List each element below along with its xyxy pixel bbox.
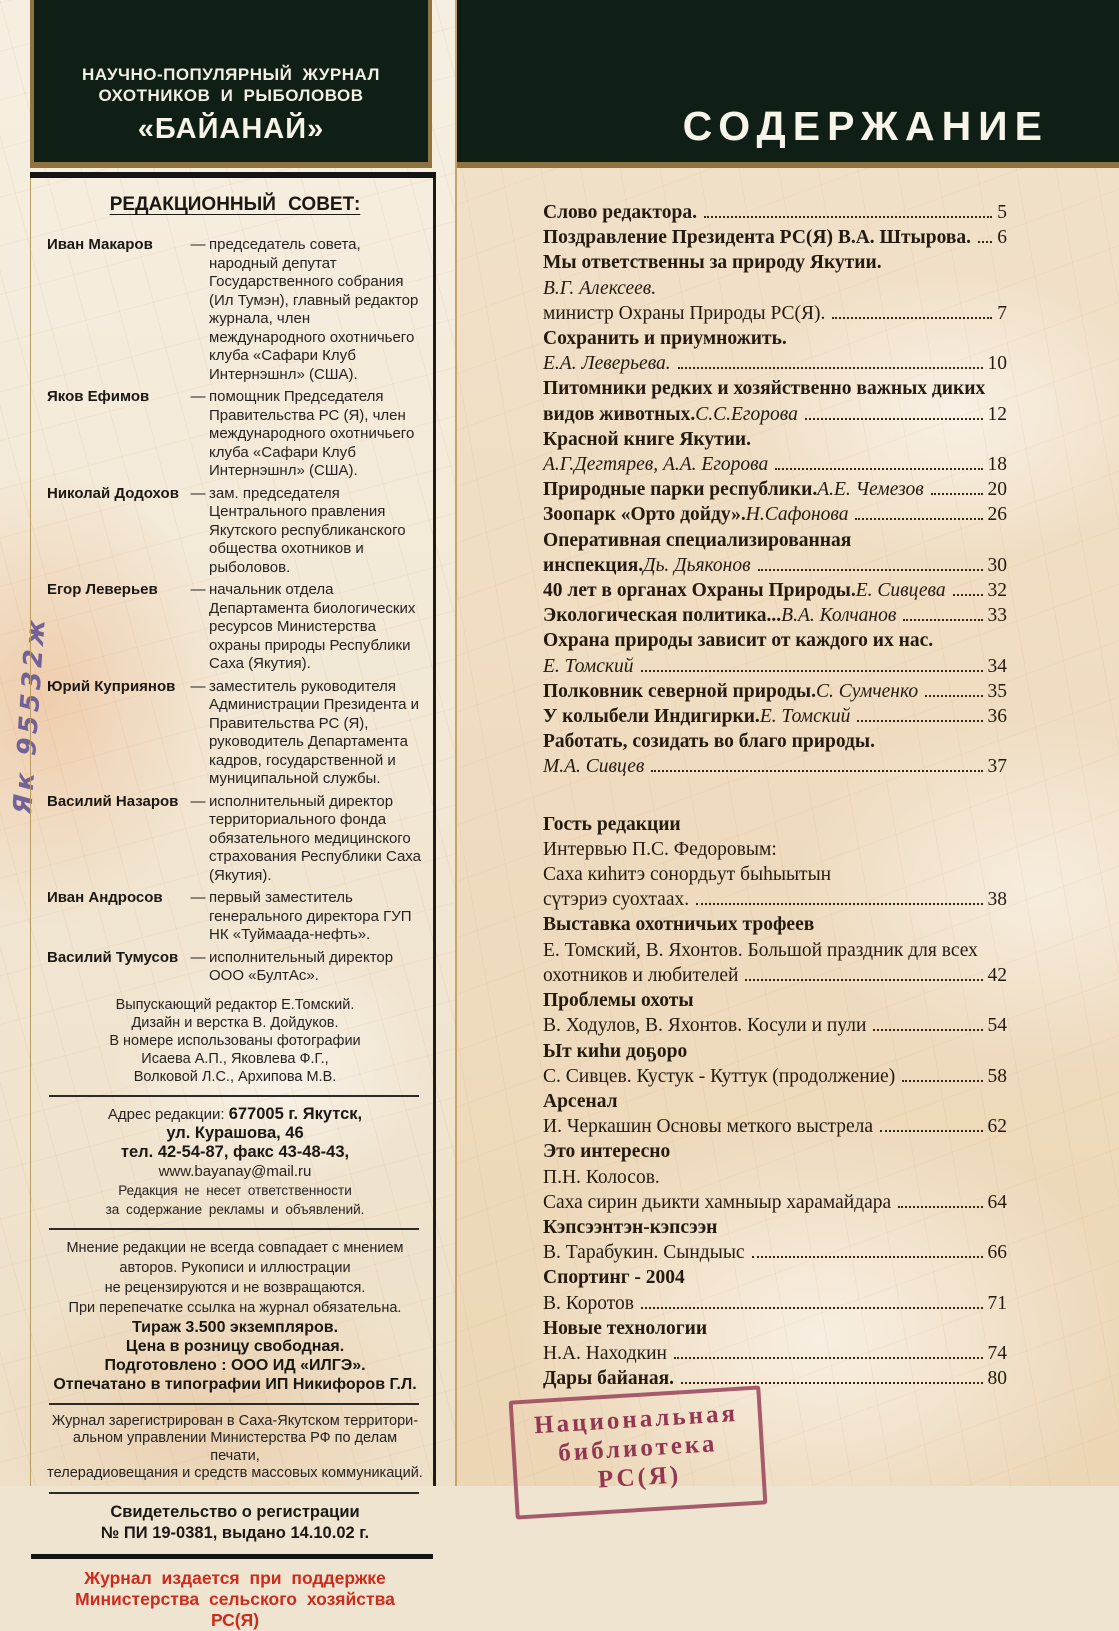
board-member — [47, 889, 423, 945]
credits-block — [47, 996, 423, 1086]
address-block — [47, 1105, 423, 1219]
board-member — [47, 236, 423, 384]
text-segment: Е. Томский — [759, 706, 851, 728]
certificate-block — [47, 1502, 423, 1544]
text-line: альном управлении Министерства РФ по делам печати, — [72, 1430, 398, 1464]
toc-entry — [543, 200, 1007, 225]
toc-entry — [543, 351, 1007, 376]
masthead-line: НАУЧНО-ПОПУЛЯРНЫЙ ЖУРНАЛ — [82, 65, 380, 84]
support-note — [47, 1568, 423, 1631]
text-line: Журнал издается при поддержке — [84, 1567, 386, 1588]
board-member — [47, 949, 423, 986]
toc-entry — [543, 276, 1007, 301]
text-segment: Слово редактора. — [543, 202, 697, 223]
text-segment: Выставка охотничьих трофеев — [543, 914, 815, 936]
toc-entry — [543, 1039, 1007, 1064]
text-segment: Полковник северной природы. — [543, 680, 816, 702]
text-segment: Отпечатано в типографии ИП Никифоров Г.Л. — [53, 1375, 417, 1393]
toc-page-number: 20 — [987, 479, 1007, 501]
text-segment: Цена в розницу свободная. — [125, 1337, 345, 1355]
dot-leader — [902, 1080, 982, 1082]
handwritten-call-number: Як 95532ж — [8, 614, 52, 816]
text-segment: 677005 г. Якутск, — [228, 1104, 363, 1123]
toc-entry — [543, 301, 1007, 326]
text-line — [47, 1105, 423, 1124]
text-line: Национальная — [533, 1399, 739, 1440]
text-segment: инспекция. — [543, 554, 644, 576]
text-segment: Е. Сивцева — [855, 580, 946, 602]
toc-entry — [543, 729, 1007, 754]
toc-entry — [543, 988, 1007, 1013]
toc-entry — [543, 963, 1007, 988]
text-line: библиотека — [557, 1430, 719, 1467]
toc-entry — [543, 1265, 1007, 1290]
text-segment: Гость редакции — [543, 813, 681, 835]
toc-page-number: 32 — [987, 580, 1007, 602]
text-segment: Экологическая политика... — [543, 605, 782, 627]
toc-entry — [543, 578, 1007, 603]
toc-page-number: 37 — [987, 756, 1007, 778]
toc-entry — [543, 704, 1007, 729]
toc-entry — [543, 477, 1007, 502]
member-role: зам. председателя Центрального правления Якутского республиканского общества охотников и рыболовов. — [209, 484, 406, 576]
text-line: № ПИ 19-0381, выдано 14.10.02 г. — [100, 1523, 370, 1542]
text-segment: Е. Томский, В. Яхонтов. Большой праздник для всех — [543, 939, 978, 961]
text-segment: Н.Сафонова — [745, 504, 849, 526]
toc-page-number: 35 — [987, 680, 1007, 702]
text-line — [47, 1375, 423, 1394]
dot-leader — [832, 317, 992, 319]
dash: — — [190, 792, 206, 810]
masthead — [30, 0, 432, 168]
member-name: Егор Леверьев — [47, 581, 158, 598]
member-name: Юрий Куприянов — [47, 677, 176, 695]
toc-entry — [543, 679, 1007, 704]
toc-page-number: 38 — [987, 889, 1007, 911]
text-line: Исаева А.П., Яковлева Ф.Г., — [141, 1050, 329, 1067]
toc-entry — [543, 603, 1007, 628]
dash: — — [190, 581, 206, 598]
text-segment: Дары байаная. — [543, 1368, 675, 1390]
text-line — [47, 1181, 423, 1200]
text-line: телерадиовещания и средств массовых коммуникаций. — [47, 1465, 423, 1481]
dash: — — [190, 236, 206, 253]
dot-leader — [857, 720, 982, 722]
left-page — [0, 0, 455, 1630]
dot-leader — [953, 594, 983, 596]
text-segment: С. Сумченко — [815, 680, 919, 702]
text-segment: Саха сирин дьикти хамныыр харамайдара — [543, 1191, 892, 1213]
dot-leader — [752, 1256, 983, 1258]
toc-entry — [543, 1089, 1007, 1114]
toc-page-number: 54 — [987, 1015, 1007, 1037]
dot-leader — [678, 367, 983, 369]
member-name: Василий Назаров — [47, 792, 179, 810]
text-segment: Сохранить и приумножить. — [543, 328, 787, 350]
toc-entry — [543, 1341, 1007, 1366]
divider — [49, 1095, 419, 1097]
dash: — — [190, 388, 206, 405]
toc-entry — [543, 1114, 1007, 1139]
divider — [49, 1492, 419, 1494]
toc-page-number: 36 — [987, 706, 1007, 728]
toc-page-number: 71 — [987, 1292, 1007, 1314]
text-segment: В.Г. Алексеев. — [543, 277, 657, 299]
notice-block — [47, 1238, 423, 1394]
toc-page-number: 33 — [987, 605, 1007, 627]
toc-page-number: 58 — [987, 1065, 1007, 1087]
text-segment: С.С.Егорова — [695, 403, 798, 425]
member-name: Василий Тумусов — [47, 948, 179, 966]
member-role: председатель совета, народный депутат Государственного собрания (Ил Тумэн), главный редактор журнала, член международного охотничьего клуба «Сафари Клуб Интернэшнл» (США). — [209, 236, 419, 383]
text-segment: Тираж 3.500 экземпляров. — [131, 1318, 339, 1336]
text-line: Журнал зарегистрирован в Саха-Якутском территори- — [51, 1412, 419, 1429]
text-segment: М.А. Сивцев — [543, 756, 645, 778]
toc-entry — [543, 837, 1007, 862]
text-line — [47, 1238, 423, 1258]
journal-title: «БАЙАНАЙ» — [137, 113, 325, 145]
toc-entry — [543, 1366, 1007, 1391]
text-line: РС(Я) — [597, 1461, 682, 1494]
toc-entry — [543, 912, 1007, 937]
text-segment: Новые технологии — [543, 1317, 708, 1339]
toc-entry — [543, 938, 1007, 963]
toc-entry — [543, 402, 1007, 427]
toc-page-number: 34 — [987, 655, 1007, 677]
toc-entry — [543, 628, 1007, 653]
text-segment: Работать, созидать во благо природы. — [543, 731, 875, 753]
toc-entry — [543, 452, 1007, 477]
text-line: В номере использованы фотографии — [109, 1032, 361, 1049]
text-segment: Адрес редакции: — [107, 1105, 229, 1123]
text-segment: Мнение редакции не всегда совпадает с мнением — [66, 1239, 404, 1256]
toc-entry — [543, 1190, 1007, 1215]
toc-page-number: 7 — [997, 302, 1007, 324]
dot-leader — [641, 1307, 982, 1309]
text-segment: Е.А. Леверьева. — [543, 353, 671, 375]
text-line — [47, 1278, 423, 1298]
toc-page-number: 5 — [997, 202, 1007, 223]
text-line: Свидетельство о регистрации — [110, 1502, 360, 1521]
dot-leader — [880, 1130, 982, 1132]
toc-page-number: 74 — [987, 1342, 1007, 1364]
text-segment: У колыбели Индигирки. — [543, 706, 760, 728]
board-member — [47, 581, 423, 674]
dot-leader — [978, 241, 992, 243]
text-segment: тел. 42-54-87, факс 43-48-43, — [120, 1142, 350, 1161]
text-segment: Н.А. Находкин — [543, 1342, 667, 1364]
toc-entry — [543, 225, 1007, 250]
member-role: помощник Председателя Правительства РС (Я), член международного охотничьего клуба «Сафари Клуб Интернэшнл» (США). — [209, 388, 415, 479]
dash: — — [190, 889, 206, 906]
text-segment: видов животных. — [543, 403, 696, 425]
toc-entry — [543, 862, 1007, 887]
text-segment: за содержание рекламы и объявлений. — [105, 1201, 365, 1217]
text-segment: Спортинг - 2004 — [543, 1267, 685, 1289]
text-segment: Красной книге Якутии. — [543, 428, 752, 450]
text-segment: не рецензируются и не возвращаются. — [104, 1279, 366, 1296]
dot-leader — [704, 216, 992, 218]
dot-leader — [931, 493, 983, 495]
text-segment: С. Сивцев. Кустук - Куттук (продолжение) — [543, 1065, 896, 1087]
text-segment: Интервью П.С. Федоровым: — [543, 838, 777, 860]
text-segment: Дь. Дьяконов — [643, 554, 751, 576]
toc-page-number: 26 — [987, 504, 1007, 526]
toc-list — [543, 200, 1007, 1391]
toc-page-number: 18 — [987, 454, 1007, 476]
text-line — [47, 1258, 423, 1278]
text-line — [47, 1143, 423, 1162]
member-role: исполнительный директор территориального фонда обязательного медицинского страхования Республики Саха (Якутия). — [209, 792, 421, 884]
member-name: Николай Додохов — [47, 484, 179, 502]
text-segment: Кэпсээнтэн-кэпсээн — [543, 1216, 718, 1238]
text-segment: Это интересно — [543, 1141, 671, 1163]
dot-leader — [681, 1382, 982, 1384]
text-segment: Редакция не несет ответственности — [118, 1182, 352, 1198]
toc-page-number: 6 — [997, 227, 1007, 249]
text-segment: Арсенал — [543, 1090, 618, 1112]
toc-entry — [543, 1240, 1007, 1265]
dot-leader — [805, 418, 983, 420]
toc-page-number: 30 — [987, 554, 1007, 576]
toc-page-number: 64 — [987, 1191, 1007, 1213]
text-line — [47, 1337, 423, 1356]
dot-leader — [925, 695, 982, 697]
text-segment: авторов. Рукописи и иллюстрации — [119, 1259, 351, 1276]
dot-leader — [674, 1357, 983, 1359]
registration-block — [47, 1413, 423, 1483]
text-segment: П.Н. Колосов. — [543, 1166, 660, 1188]
dash: — — [190, 484, 206, 502]
text-segment: Саха киһитэ сонордьут быһыытын — [543, 864, 832, 886]
text-line — [47, 1318, 423, 1337]
text-segment: А.Г.Дегтярев, А.А. Егорова — [543, 454, 769, 476]
dot-leader — [745, 979, 982, 981]
masthead-line: ОХОТНИКОВ И РЫБОЛОВОВ — [98, 86, 364, 105]
toc-entry — [543, 502, 1007, 527]
contents-header — [457, 0, 1119, 168]
toc-entry — [543, 1013, 1007, 1038]
text-segment: И. Черкашин Основы меткого выстрела — [543, 1116, 874, 1138]
text-segment: В. Ходулов, В. Яхонтов. Косули и пули — [543, 1015, 867, 1037]
text-segment: Оперативная специализированная — [543, 529, 852, 551]
toc-page-number: 80 — [987, 1368, 1007, 1390]
board-member — [47, 678, 423, 789]
member-role: первый заместитель генерального директора ГУП НК «Туймаада-нефть». — [209, 889, 412, 943]
toc-entry — [543, 812, 1007, 837]
text-line — [47, 1298, 423, 1318]
text-segment: Подготовлено : ООО ИД «ИЛГЭ». — [104, 1356, 366, 1374]
text-line: Волковой Л.С., Архипова М.В. — [133, 1068, 337, 1085]
toc-entry — [543, 376, 1007, 401]
board-list — [47, 236, 423, 986]
dot-leader — [873, 1029, 982, 1031]
dash: — — [190, 677, 206, 695]
editorial-board-heading: РЕДАКЦИОННЫЙ СОВЕТ: — [109, 194, 361, 215]
text-segment: Проблемы охоты — [543, 990, 694, 1012]
text-segment: Питомники редких и хозяйственно важных диких — [543, 378, 986, 400]
board-member — [47, 485, 423, 578]
text-segment: Зоопарк «Орто дойду». — [543, 504, 746, 526]
toc-entry — [543, 887, 1007, 912]
dot-leader — [651, 770, 982, 772]
toc-entry — [543, 1316, 1007, 1341]
member-role: заместитель руководителя Администрации Президента и Правительства РС (Я), руководитель Департамента кадров, государственной и муниципальной службы. — [209, 677, 420, 787]
toc-page-number: 62 — [987, 1116, 1007, 1138]
divider — [49, 1228, 419, 1230]
toc-entry — [543, 1291, 1007, 1316]
board-member — [47, 388, 423, 481]
text-segment: www.bayanay@mail.ru — [158, 1162, 312, 1180]
text-segment: Поздравление Президента РС(Я) В.А. Штырова. — [543, 227, 972, 249]
text-segment: Мы ответственны за природу Якутии. — [543, 252, 882, 274]
toc-entry — [543, 1064, 1007, 1089]
dot-leader — [641, 670, 983, 672]
toc-entry — [543, 553, 1007, 578]
member-role: исполнительный директор ООО «БултАс». — [209, 948, 394, 984]
divider — [31, 1554, 433, 1559]
toc-entry — [543, 754, 1007, 779]
toc-page-number: 66 — [987, 1242, 1007, 1264]
text-segment: ул. Курашова, 46 — [166, 1123, 304, 1142]
text-segment: В. Коротов — [543, 1292, 635, 1314]
text-line — [47, 1162, 423, 1181]
text-line — [47, 1124, 423, 1143]
dot-leader — [775, 468, 982, 470]
text-segment: При перепечатке ссылка на журнал обязательна. — [68, 1299, 402, 1316]
member-name: Иван Макаров — [47, 236, 153, 253]
text-line: Дизайн и верстка В. Дойдуков. — [131, 1014, 339, 1031]
member-role: начальник отдела Департамента биологических ресурсов Министерства охраны природы Республики Саха (Якутия). — [209, 581, 416, 672]
text-segment: 40 лет в органах Охраны Природы. — [543, 580, 856, 602]
toc-entry — [543, 528, 1007, 553]
library-stamp — [509, 1385, 768, 1519]
text-segment: Природные парки республики. — [543, 479, 818, 501]
member-name: Яков Ефимов — [47, 388, 150, 405]
toc-page-number: 12 — [987, 403, 1007, 425]
dot-leader — [855, 518, 982, 520]
toc-entry — [543, 1215, 1007, 1240]
toc-page-number: 10 — [987, 353, 1007, 375]
text-segment: Ыт киһи доҕоро — [543, 1040, 688, 1062]
toc-entry — [543, 250, 1007, 275]
toc-entry — [543, 1139, 1007, 1164]
text-segment: В.А. Колчанов — [781, 605, 897, 627]
dot-leader — [903, 619, 982, 621]
dot-leader — [758, 569, 983, 571]
text-segment: В. Тарабукин. Сындыыс — [543, 1242, 745, 1264]
member-name: Иван Андросов — [47, 889, 163, 906]
contents-title: СОДЕРЖАНИЕ — [682, 103, 1049, 149]
divider — [49, 1403, 419, 1405]
toc-entry — [543, 1165, 1007, 1190]
editorial-panel — [30, 178, 436, 1630]
text-segment: министр Охраны Природы РС(Я). — [543, 302, 826, 324]
dash: — — [190, 948, 206, 966]
board-member — [47, 793, 423, 886]
text-segment: А.Е. Чемезов — [817, 479, 924, 501]
text-segment: охотников и любителей — [543, 964, 739, 986]
dot-leader — [898, 1206, 982, 1208]
text-line — [47, 1356, 423, 1375]
text-segment: Е. Томский — [543, 655, 634, 677]
right-page — [455, 0, 1119, 1494]
dot-leader — [696, 903, 982, 905]
toc-entry — [543, 427, 1007, 452]
toc-page-number: 42 — [987, 964, 1007, 986]
text-line: Министерства сельского хозяйства РС(Я) — [75, 1588, 395, 1630]
text-segment: Охрана природы зависит от каждого их нас. — [543, 630, 934, 652]
text-line: Выпускающий редактор Е.Томский. — [115, 996, 355, 1013]
text-line — [47, 1200, 423, 1219]
text-segment: сүтэриэ суохтаах. — [543, 889, 690, 911]
toc-entry — [543, 654, 1007, 679]
toc-entry — [543, 326, 1007, 351]
